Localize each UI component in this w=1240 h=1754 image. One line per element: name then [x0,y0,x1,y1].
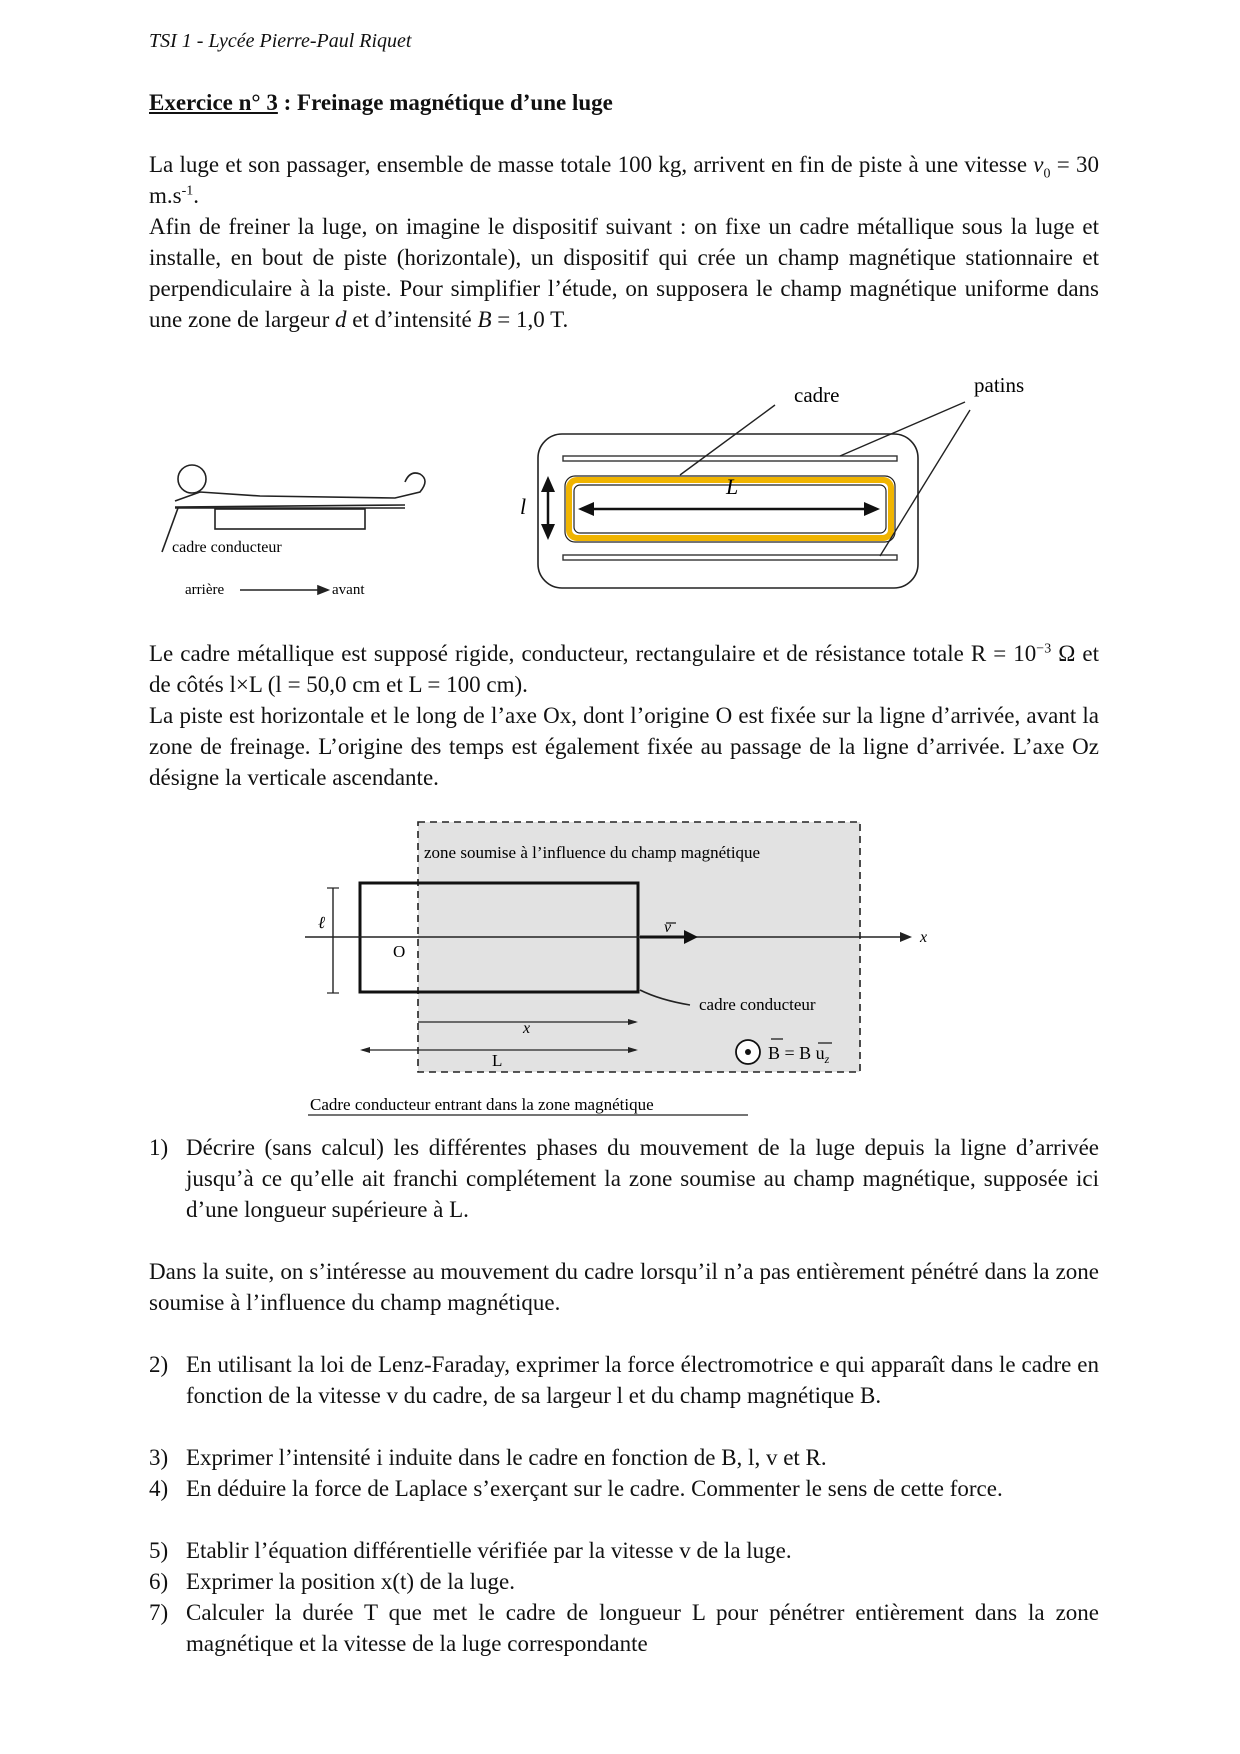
page-header: TSI 1 - Lycée Pierre-Paul Riquet [149,30,412,52]
question-3: 3) Exprimer l’intensité i induite dans le cadre en fonction de B, l, v et R. [149,1445,827,1470]
label-cadre: cadre [794,383,840,407]
sled-board [175,505,405,507]
label-v: v [664,919,672,936]
question-2: 2) En utilisant la loi de Lenz-Faraday, exprimer la force électromotrice e qui apparaît dans le cadre en fonction de la vitesse v du cadre, de sa largeur l et du champ magnétique B. [149,1352,1099,1408]
label-L-dim: L [492,1051,503,1070]
sled-frame-side [215,509,365,529]
magnetic-zone-figure [0,810,1240,1120]
label-L: L [726,474,739,499]
patin-bottom [563,555,897,560]
label-patins: patins [974,373,1025,397]
label-x-axis: x [920,929,928,946]
exercise-subject: : Freinage magnétique d’une luge [277,90,613,115]
body-paragraph-4: La piste est horizontale et le long de l’axe Ox, dont l’origine O est fixée sur la ligne d’arrivée, avant la zone de freinage. L’origine des temps est également fixée au passage de la ligne d’arrivée. L’axe Oz désigne la verticale ascendante. [149,703,1099,790]
question-1: 1) Décrire (sans calcul) les différentes phases du mouvement de la luge depuis la ligne d’arrivée jusqu’à ce qu’elle ait franchi complétement la zone soumise au champ magnétique, supposée ici d’une longueur supérieure à L. [149,1135,1099,1222]
intro-paragraph-2: Afin de freiner la luge, on imagine le dispositif suivant : on fixe un cadre métallique sous la luge et installe, en bout de piste (horizontale), un dispositif qui crée un champ magnétique stationnaire et perpendiculaire à la piste. Pour simplifier l’étude, on supposera le champ magnétique uniforme dans une zone de largeur d et d’intensité B = 1,0 T. [149,214,1099,332]
label-cadre-conducteur: cadre conducteur [172,539,282,556]
label-arriere: arrière [185,582,225,598]
label-zone: zone soumise à l’influence du champ magnétique [424,843,761,862]
figure-caption: Cadre conducteur entrant dans la zone magnétique [310,1095,654,1114]
exercise-number: Exercice n° 3 [149,90,278,115]
frame-top-view [538,402,970,588]
sled-figure [0,370,1240,600]
body-paragraph-3: Le cadre métallique est supposé rigide, conducteur, rectangulaire et de résistance totale $R = 10^{-3}$ Ω et de côtés l×L (l = 50,0 cm et L = 100 cm). [149,641,1099,697]
label-l: l [520,494,527,519]
label-b-field: B = B $u_z$ [768,1043,830,1066]
question-6: 6) Exprimer la position x(t) de la luge. [149,1569,515,1594]
label-ell: ℓ [318,913,326,932]
question-5: 5) Etablir l’équation différentielle vérifiée par la vitesse v de la luge. [149,1538,792,1563]
label-avant: avant [332,582,365,598]
question-7: 7) Calculer la durée T que met le cadre de longueur L pour pénétrer entièrement dans la zone magnétique et la vitesse de la luge correspondante [149,1600,1099,1656]
passenger-head [178,465,206,493]
question-4: 4) En déduire la force de Laplace s’exerçant sur le cadre. Commenter le sens de cette force. [149,1476,1003,1501]
leader-cadre [680,405,775,475]
patin-top [563,456,897,461]
transition-paragraph: Dans la suite, on s’intéresse au mouvement du cadre lorsqu’il n’a pas entièrement pénétré dans la zone soumise à l’influence du champ magnétique. [149,1259,1099,1315]
sled-side-view [162,465,425,594]
label-O: O [393,942,406,961]
intro-paragraph-1: La luge et son passager, ensemble de masse totale 100 kg, arrivent en fin de piste à une vitesse $v_0 = 30$ $m.s^{-1}$. [149,152,1099,208]
label-cadre-conducteur-2: cadre conducteur [699,995,816,1014]
label-x-dim: x [523,1020,531,1037]
exercise-title [149,90,613,116]
passenger-body [175,473,425,501]
